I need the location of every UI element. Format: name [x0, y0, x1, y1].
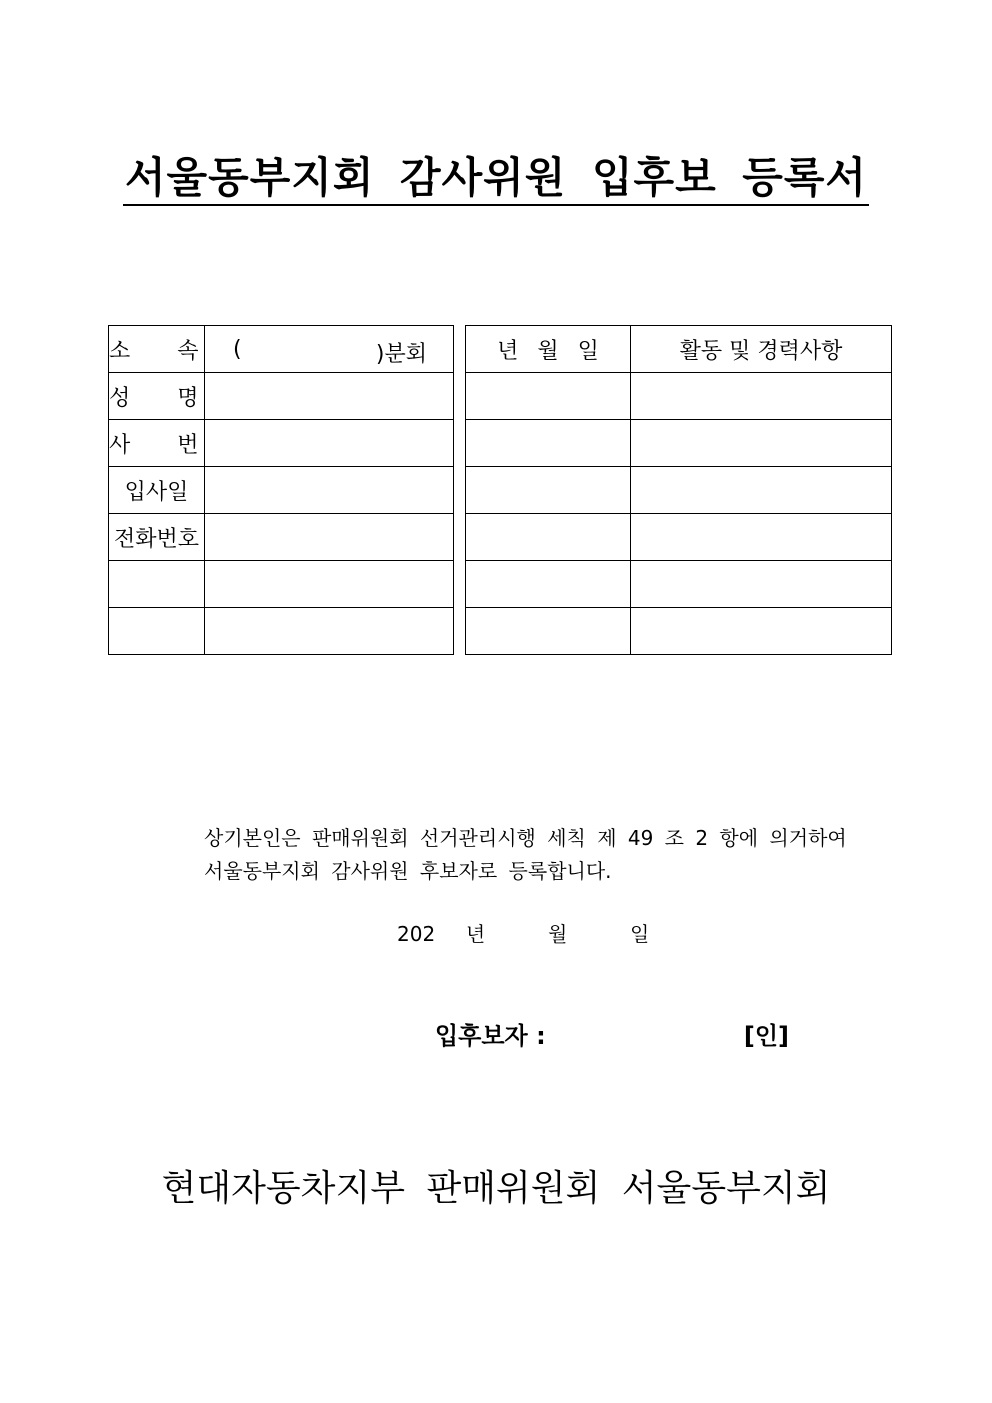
name-label: 성 명 — [109, 373, 205, 420]
career-activity-cell[interactable] — [631, 608, 892, 655]
date-day-unit: 일 — [630, 922, 650, 946]
blank-label-cell — [109, 608, 205, 655]
seal-mark[interactable]: [인] — [743, 1022, 789, 1050]
table-row — [109, 326, 454, 373]
career-activity-cell[interactable] — [631, 514, 892, 561]
career-activity-cell[interactable] — [631, 561, 892, 608]
table-row — [466, 467, 892, 514]
career-date-cell[interactable] — [466, 561, 631, 608]
issuing-organization: 현대자동차지부 판매위원회 서울동부지회 — [161, 1168, 831, 1209]
career-activity-cell[interactable] — [631, 373, 892, 420]
candidate-signature-line — [435, 1016, 795, 1051]
blank-label-cell — [109, 561, 205, 608]
activity-column-header: 활동 및 경력사항 — [631, 326, 892, 373]
career-activity-cell[interactable] — [631, 467, 892, 514]
career-date-cell[interactable] — [466, 420, 631, 467]
career-activity-cell[interactable] — [631, 420, 892, 467]
date-year-unit: 년 — [465, 922, 486, 946]
document-title — [0, 152, 992, 206]
declaration-line-1: 상기본인은 판매위원회 선거관리시행 세칙 제 49 조 2 항에 의거하여 — [204, 826, 847, 850]
affiliation-open-paren: ( — [233, 337, 242, 362]
affiliation-branch-suffix: )분회 — [375, 342, 427, 367]
affiliation-label: 소 속 — [109, 326, 205, 373]
career-date-cell[interactable] — [466, 608, 631, 655]
signature-date — [397, 918, 649, 947]
table-row — [466, 514, 892, 561]
table-row — [109, 608, 454, 655]
hire-date-field[interactable] — [205, 467, 454, 514]
phone-field[interactable] — [205, 514, 454, 561]
affiliation-field[interactable] — [205, 326, 454, 373]
hire-date-label: 입사일 — [109, 467, 205, 514]
document-title-text: 서울동부지회 감사위원 입후보 등록서 — [123, 152, 869, 206]
table-row — [109, 420, 454, 467]
date-month-unit: 월 — [547, 922, 568, 946]
table-row — [109, 373, 454, 420]
phone-label: 전화번호 — [109, 514, 205, 561]
table-header-row — [466, 326, 892, 373]
employee-number-field[interactable] — [205, 420, 454, 467]
declaration-statement — [204, 822, 884, 888]
table-row — [466, 373, 892, 420]
blank-field[interactable] — [205, 561, 454, 608]
declaration-line-2: 서울동부지회 감사위원 후보자로 등록합니다. — [204, 859, 612, 883]
candidate-label: 입후보자 : — [435, 1022, 546, 1050]
applicant-info-table — [108, 325, 454, 655]
career-date-cell[interactable] — [466, 514, 631, 561]
table-row — [109, 514, 454, 561]
table-row — [466, 608, 892, 655]
employee-number-label: 사 번 — [109, 420, 205, 467]
career-history-table — [465, 325, 892, 655]
career-date-cell[interactable] — [466, 467, 631, 514]
name-field[interactable] — [205, 373, 454, 420]
career-date-cell[interactable] — [466, 373, 631, 420]
table-row — [466, 420, 892, 467]
table-row — [466, 561, 892, 608]
date-year: 202 — [397, 922, 436, 946]
blank-field[interactable] — [205, 608, 454, 655]
table-row — [109, 467, 454, 514]
table-row — [109, 561, 454, 608]
date-column-header: 년 월 일 — [466, 326, 631, 373]
